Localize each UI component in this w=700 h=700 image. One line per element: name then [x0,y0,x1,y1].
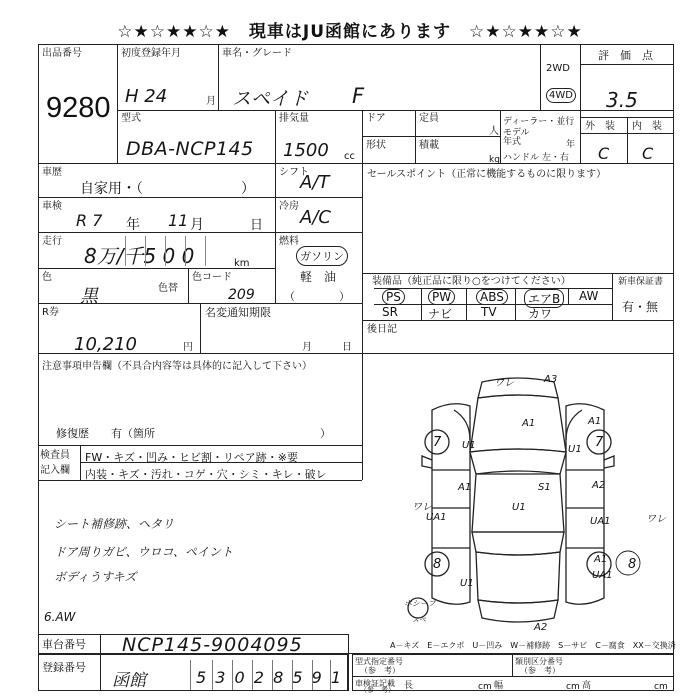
mark-rf-wheel: 7 [595,435,604,450]
dealer-label: ディーラー・並行 [503,117,575,127]
color-code-value: 209 [228,287,255,303]
mark-center-u: U1 [512,502,526,513]
exterior-label: 外 装 [585,121,615,132]
drive-2wd: 2WD [546,63,570,74]
mark-hood-1: A1 [522,418,536,429]
mark-right-ua: UA1 [590,516,611,527]
mark-front: A3 [544,374,558,385]
note-line-1: シート補修跡、ヘタリ [54,517,175,531]
lot-number: 9280 [46,92,111,124]
dim-width: 幅 [494,681,504,691]
ref-label-3: （参 考） [360,686,395,694]
dim-height: 高 [582,681,592,691]
model-year-label: モデル年式 [503,128,530,147]
entry-label: 記入欄 [40,465,70,476]
capacity-label: 定員 [419,113,439,124]
mark-spare-sub: スペ [412,616,426,624]
equip-navi: ナビ [428,307,453,321]
fuel-diesel: 軽 油 [300,270,337,284]
warranty-options: 有・無 [622,300,659,314]
first-reg-year: H 24 [125,86,168,107]
equip-ps: PS [382,289,405,305]
aircon-label: 冷房 [279,201,299,212]
mark-hood-2: A1 [588,416,602,427]
door-label: ドア [366,113,386,124]
mark-door-lf: A1 [458,482,472,493]
inspection-month-unit: 月 [190,217,204,233]
cert-dims-label: 車検証記載 [355,679,395,688]
mark-lr-wheel: 8 [433,557,442,572]
inspection-day-unit: 日 [250,218,264,233]
dim-length: 長 [404,681,414,691]
class-no-label: 類別区分番号 [515,657,563,666]
equip-pw: PW [428,289,455,305]
shift-value: A/T [300,172,330,193]
model-name-label: 車名・グレード [222,48,292,59]
interior-items: 内装・キズ・汚れ・コゲ・穴・シミ・キレ・破レ [85,468,327,481]
displacement-label: 排気量 [279,113,309,124]
banner-title: ☆★☆★★☆★ 現車はJU函館にあります ☆★☆★★☆★ [117,22,583,42]
handle-label: ハンドル 左・右 [503,153,569,163]
name-change-label: 名変通知期限 [205,306,271,319]
mark-right-wm: ワレ [646,514,666,525]
inspection-label: 車検 [42,201,62,212]
type-label: 型式 [121,113,141,124]
shape-label: 形状 [366,140,386,151]
reg-place: 函館 [112,671,146,691]
dim-height-cm: cm [654,682,668,692]
equip-tv: TV [481,305,497,319]
dim-width-cm: cm [566,682,580,692]
repair-history: 修復歴 有（箇所 ） [56,427,331,440]
name-change-date: 月 日 [302,342,352,353]
note-line-4: 6.AW [44,610,76,624]
rating-score: 3.5 [606,88,638,112]
mark-roof: S1 [538,482,551,493]
note-line-3: ボディうすキズ [54,570,137,584]
color-label: 色 [42,272,52,283]
equip-sr: SR [382,305,398,319]
mark-rear-a: A1 [594,554,608,565]
blank-label: 後日記 [367,324,397,335]
vin-value: NCP145-9004095 [122,634,303,656]
load-label: 積載 [419,140,439,151]
person-unit: 人 [489,126,499,137]
mark-lr-u: U1 [460,578,474,589]
first-reg-label: 初度登録年月 [121,48,181,59]
inspector-items: FW・キズ・凹み・ヒビ割・リペア跡・※要 [85,451,298,464]
inspection-year-unit: 年 [126,217,140,233]
damage-legend: A－キズ E－エクボ U－凹み W－補修跡 S－サビ C－腐食 XX－交換済 [390,641,676,650]
warranty-label: 新車保証書 [618,277,664,287]
aircon-value: A/C [300,207,331,228]
history-label: 車歴 [42,167,62,178]
vin-label: 車台番号 [42,638,86,651]
recycle-label: R券 [42,307,59,318]
mark-rr-wheel: 8 [628,557,637,572]
kg-unit: kg [489,155,500,165]
odometer-label: 走行 [42,236,62,247]
inspector-label: 検査員 [40,450,70,461]
first-reg-month-unit: 月 [206,96,216,107]
recycle-amount: 10,210 [74,334,137,355]
inspection-month: 11 [168,211,189,230]
dim-length-cm: cm [478,682,492,692]
notes-label: 注意事項申告欄（不具合内容等は具体的に記入して下さい） [42,361,312,372]
type-value: DBA-NCP145 [126,138,254,160]
equip-airbag: エアB [524,289,564,308]
exterior-grade: C [598,144,610,163]
ref-label-2: （参 考） [520,666,560,675]
mark-lf-wheel: 7 [433,435,442,450]
reg-place-label: 登録番号 [42,661,86,674]
ref-label-1: （参 考） [360,666,400,675]
equip-abs: ABS [476,289,508,305]
mark-spare: ホシーフ [404,599,436,608]
car-damage-diagram [362,360,674,635]
model-name: スペイド [232,88,309,110]
type-designation-label: 型式指定番号 [355,657,403,666]
mark-door-rf: A2 [592,480,606,491]
recycle-yen: 円 [183,342,193,353]
sales-point-label: セールスポイント（正常に機能するものに限ります） [367,169,607,180]
inspection-year: R 7 [76,211,103,230]
mark-left-wm: ワレ [412,502,432,513]
equipment-label: 装備品（純正品に限り○をつけてください） [372,276,571,287]
note-line-2: ドア周りガビ、ウロコ、ペイント [54,545,234,559]
interior-label: 内 装 [632,121,662,132]
rating-label: 評 価 点 [598,49,653,62]
km-unit: km [234,258,250,269]
usage-value: 自家用・（ ） [80,181,255,197]
reg-number: 5 3 0 2 8 5 9 1 [196,668,344,687]
color-value: 黒 [80,286,98,307]
interior-grade: C [642,144,654,163]
displacement-value: 1500 [283,140,329,161]
mark-rf-u: U1 [568,444,582,455]
fuel-label: 燃料 [279,236,299,247]
color-change-label: 色替 [158,283,178,294]
mark-rear: A2 [534,622,548,633]
odometer-value: 8万/千5 0 0 [84,244,195,268]
shift-label: シフト [279,167,309,178]
equip-aw: AW [579,289,599,303]
model-year-unit: 年 [566,140,576,150]
mark-lf-u: U1 [462,440,476,451]
color-code-label: 色コード [192,272,232,283]
fuel-gasoline: ガソリン [296,246,348,266]
cc-unit: cc [344,151,355,162]
mark-rr-ua: UA1 [592,570,613,581]
mark-left-ua: UA1 [426,512,447,523]
lot-no-label: 出品番号 [42,48,82,59]
drive-4wd: 4WD [546,88,576,103]
grade: F [352,84,365,108]
fuel-other: （ ） [284,290,350,303]
mark-front-right-damage: ワレ [494,378,514,389]
equip-leather: カワ [528,307,553,321]
